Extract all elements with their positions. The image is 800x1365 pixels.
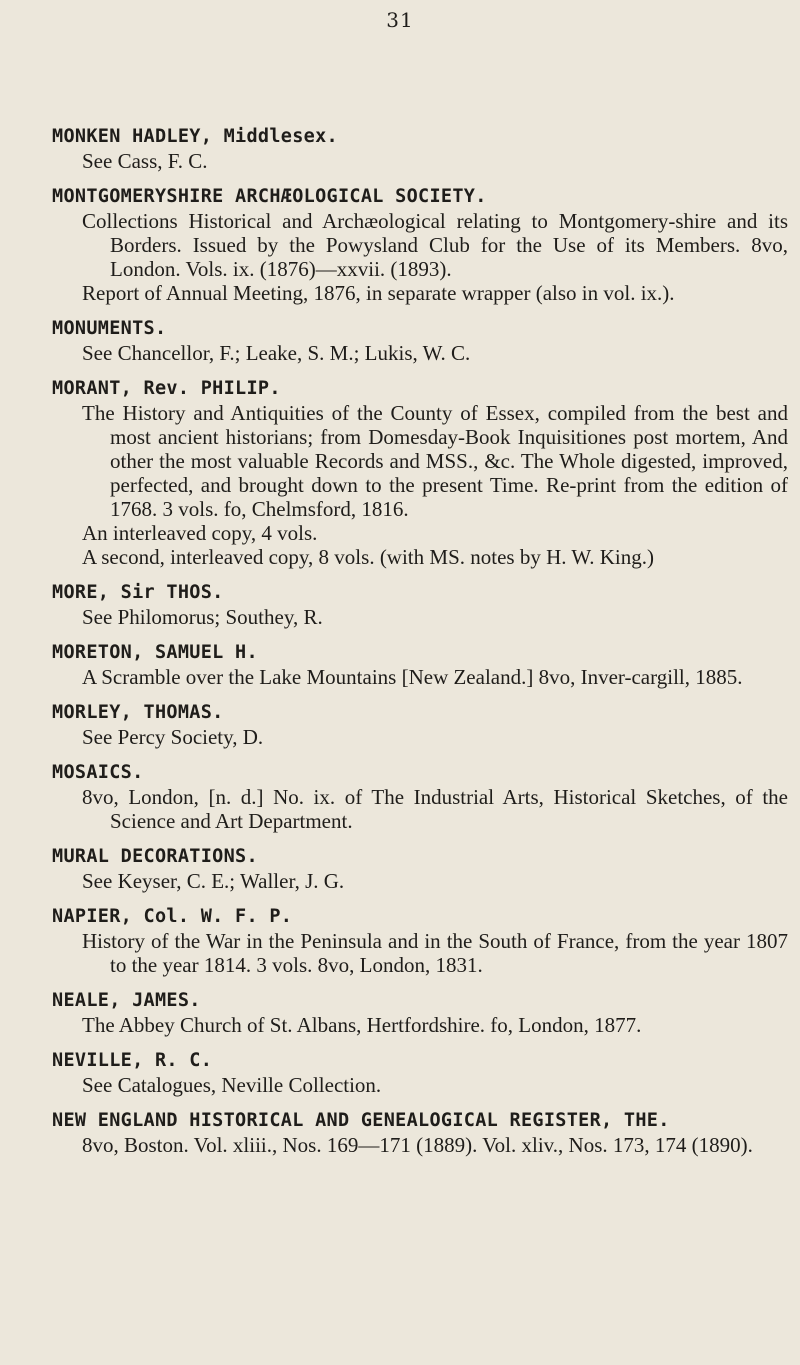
entry-heading: MORETON, SAMUEL H. xyxy=(52,642,258,663)
catalogue-entry xyxy=(52,844,788,893)
entry-heading: NEALE, JAMES. xyxy=(52,990,201,1011)
catalogue-entry xyxy=(52,376,788,569)
entry-heading: MOSAICS. xyxy=(52,762,144,783)
entry-text: A second, interleaved copy, 8 vols. (with MS. notes by H. W. King.) xyxy=(82,545,654,569)
catalogue-entry xyxy=(52,700,788,749)
entry-text: See Percy Society, D. xyxy=(82,725,264,749)
entry-text: Collections Historical and Archæological relating to Montgomery-shire and its Borders. Issued by the Powysland Club for the Use of its Members. 8vo, London. Vols. ix. (1876)—xxvii. (1893). xyxy=(82,209,788,281)
page-number: 31 xyxy=(386,8,414,32)
catalogue-entry xyxy=(52,640,788,689)
entry-heading: MONUMENTS. xyxy=(52,318,167,339)
entry-heading: MORLEY, THOMAS. xyxy=(52,702,224,723)
entry-text: See Chancellor, F.; Leake, S. M.; Lukis, W. C. xyxy=(82,341,471,365)
entry-text: See Cass, F. C. xyxy=(82,149,208,173)
entry-text: The Abbey Church of St. Albans, Hertfordshire. fo, London, 1877. xyxy=(82,1013,642,1037)
entry-heading: MURAL DECORATIONS. xyxy=(52,846,258,867)
catalogue-entry xyxy=(52,904,788,977)
entry-heading: MORE, Sir THOS. xyxy=(52,582,224,603)
entry-text: See Catalogues, Neville Collection. xyxy=(82,1073,382,1097)
entry-text: Report of Annual Meeting, 1876, in separate wrapper (also in vol. ix.). xyxy=(82,281,675,305)
entry-heading: NEVILLE, R. C. xyxy=(52,1050,213,1071)
catalogue-entry xyxy=(52,316,788,365)
entry-list xyxy=(52,124,788,1168)
entry-text: The History and Antiquities of the County of Essex, compiled from the best and most ancient historians; from Domesday-Book Inquisitiones post mortem, And other the most valuable Records and MSS., &c. The Whole digested, improved, perfected, and brought down to the present Time. Re-print from the edition of 1768. 3 vols. fo, Chelmsford, 1816. xyxy=(82,401,788,521)
catalogue-entry xyxy=(52,1048,788,1097)
catalogue-entry xyxy=(52,760,788,833)
catalogue-entry xyxy=(52,988,788,1037)
entry-text: 8vo, Boston. Vol. xliii., Nos. 169—171 (1889). Vol. xliv., Nos. 173, 174 (1890). xyxy=(82,1133,753,1157)
catalogue-entry xyxy=(52,124,788,173)
entry-text: An interleaved copy, 4 vols. xyxy=(82,521,318,545)
entry-text: See Keyser, C. E.; Waller, J. G. xyxy=(82,869,345,893)
entry-text: 8vo, London, [n. d.] No. ix. of The Industrial Arts, Historical Sketches, of the Science and Art Department. xyxy=(82,785,788,833)
entry-text: A Scramble over the Lake Mountains [New Zealand.] 8vo, Inver-cargill, 1885. xyxy=(82,665,743,689)
entry-text: See Philomorus; Southey, R. xyxy=(82,605,323,629)
catalogue-entry xyxy=(52,184,788,305)
entry-heading: NEW ENGLAND HISTORICAL AND GENEALOGICAL REGISTER, THE. xyxy=(52,1110,670,1131)
entry-text: History of the War in the Peninsula and in the South of France, from the year 1807 to the year 1814. 3 vols. 8vo, London, 1831. xyxy=(82,929,788,977)
catalogue-entry xyxy=(52,1108,788,1157)
entry-heading: NAPIER, Col. W. F. P. xyxy=(52,906,293,927)
catalogue-entry xyxy=(52,580,788,629)
entry-heading: MONKEN HADLEY, Middlesex. xyxy=(52,126,338,147)
entry-heading: MONTGOMERYSHIRE ARCHÆOLOGICAL SOCIETY. xyxy=(52,186,487,207)
entry-heading: MORANT, Rev. PHILIP. xyxy=(52,378,281,399)
